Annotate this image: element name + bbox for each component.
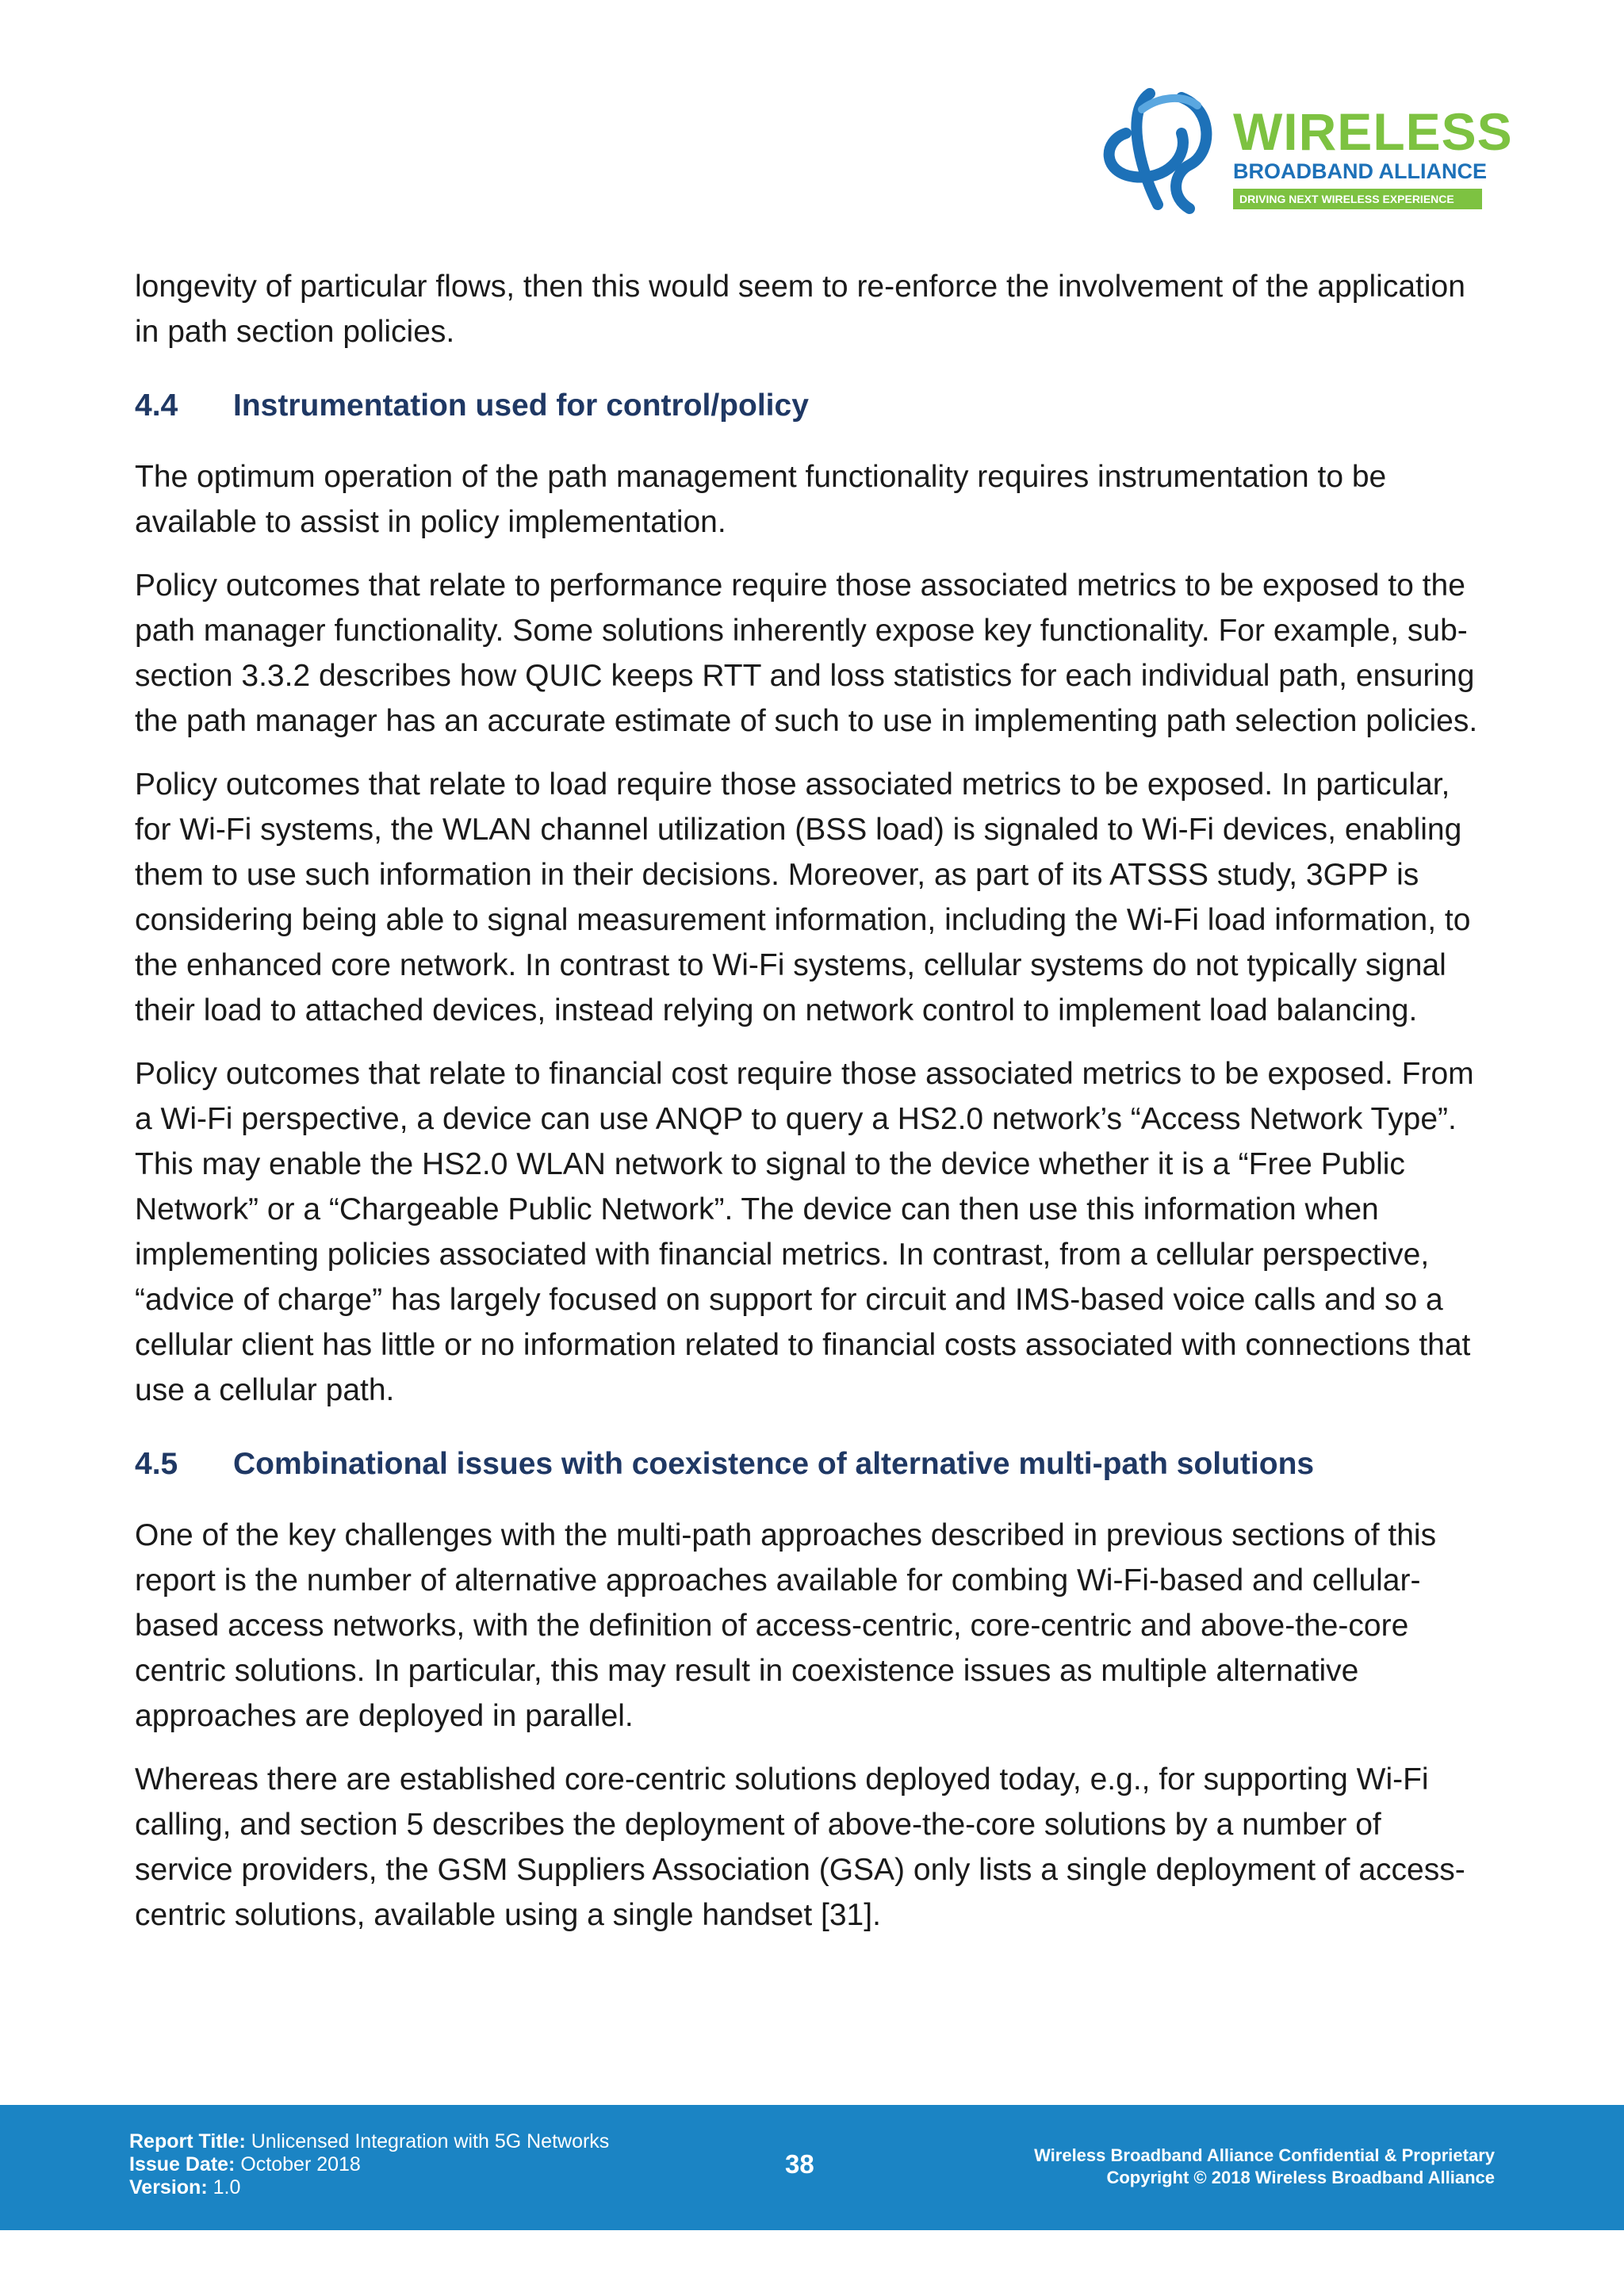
footer-legal [1034, 2145, 1495, 2189]
paragraph: Policy outcomes that relate to financial cost require those associated metrics to be exposed. From a Wi-Fi perspective, a device can use ANQP to query a HS2.0 network’s “Access Network Type”. This may enable the HS2.0 WLAN network to signal to the device whether it is a “Free Public Network” or a “Chargeable Public Network”. The device can then use this information when implementing policies associated with financial metrics. In contrast, from a cellular perspective, “advice of charge” has largely focused on support for circuit and IMS-based voice calls and so a cellular client has little or no information related to financial costs associated with connections that use a cellular path. [135, 1057, 1474, 1407]
paragraph: The optimum operation of the path management functionality requires instrumentation to be available to assist in policy implementation. [135, 460, 1387, 539]
version: 1.0 [207, 2176, 241, 2198]
report-title-label: Report Title: [129, 2130, 246, 2152]
copyright-notice: Copyright © 2018 Wireless Broadband Alliance [1106, 2168, 1495, 2187]
paragraph: Whereas there are established core-centric solutions deployed today, e.g., for supporting Wi-Fi calling, and section 5 describes the deployment of above-the-core solutions by a number of service providers, the GSM Suppliers Association (GSA) only lists a single deployment of access-centric solutions, available using a single handset [31]. [135, 1762, 1465, 1932]
confidential-notice: Wireless Broadband Alliance Confidential & Proprietary [1034, 2145, 1495, 2165]
wba-logo [1094, 73, 1513, 224]
section-number: 4.4 [135, 388, 178, 423]
page-footer [0, 2105, 1624, 2230]
report-title: Unlicensed Integration with 5G Networks [245, 2130, 610, 2152]
logo-wireless-text: WIRELESS [1233, 102, 1513, 161]
document-body [135, 264, 1483, 1956]
section-heading-4-4 [135, 383, 1483, 428]
section-title: Combinational issues with coexistence of alternative multi-path solutions [233, 1447, 1315, 1481]
wba-ribbon-logo-icon [1094, 78, 1237, 220]
page-number: 38 [785, 2149, 814, 2179]
section-title: Instrumentation used for control/policy [233, 388, 809, 423]
logo-tagline: DRIVING NEXT WIRELESS EXPERIENCE [1233, 189, 1482, 209]
issue-date: October 2018 [235, 2153, 361, 2175]
logo-alliance-text: BROADBAND ALLIANCE [1233, 159, 1487, 183]
paragraph-continuation: longevity of particular flows, then this would seem to re-enforce the involvement of the application in path section policies. [135, 270, 1465, 349]
version-label: Version: [129, 2176, 208, 2198]
paragraph: One of the key challenges with the multi-path approaches described in previous sections of this report is the number of alternative approaches available for combing Wi-Fi-based and cellular-based access networks, with the definition of access-centric, core-centric and above-the-core centric solutions. In particular, this may result in coexistence issues as multiple alternative approaches are deployed in parallel. [135, 1518, 1437, 1733]
paragraph: Policy outcomes that relate to load require those associated metrics to be exposed. In particular, for Wi-Fi systems, the WLAN channel utilization (BSS load) is signaled to Wi-Fi devices, enabling them to use such information in their decisions. Moreover, as part of its ATSSS study, 3GPP is considering being able to signal measurement information, including the Wi-Fi load information, to the enhanced core network. In contrast to Wi-Fi systems, cellular systems do not typically signal their load to attached devices, instead relying on network control to implement load balancing. [135, 767, 1471, 1027]
section-heading-4-5 [135, 1441, 1483, 1487]
paragraph: Policy outcomes that relate to performance require those associated metrics to be exposed to the path manager functionality. Some solutions inherently expose key functionality. For example, sub-section 3.3.2 describes how QUIC keeps RTT and loss statistics for each individual path, ensuring the path manager has an accurate estimate of such to use in implementing path selection policies. [135, 568, 1478, 738]
issue-date-label: Issue Date: [129, 2153, 236, 2175]
footer-report-info [129, 2130, 609, 2199]
section-number: 4.5 [135, 1447, 178, 1481]
